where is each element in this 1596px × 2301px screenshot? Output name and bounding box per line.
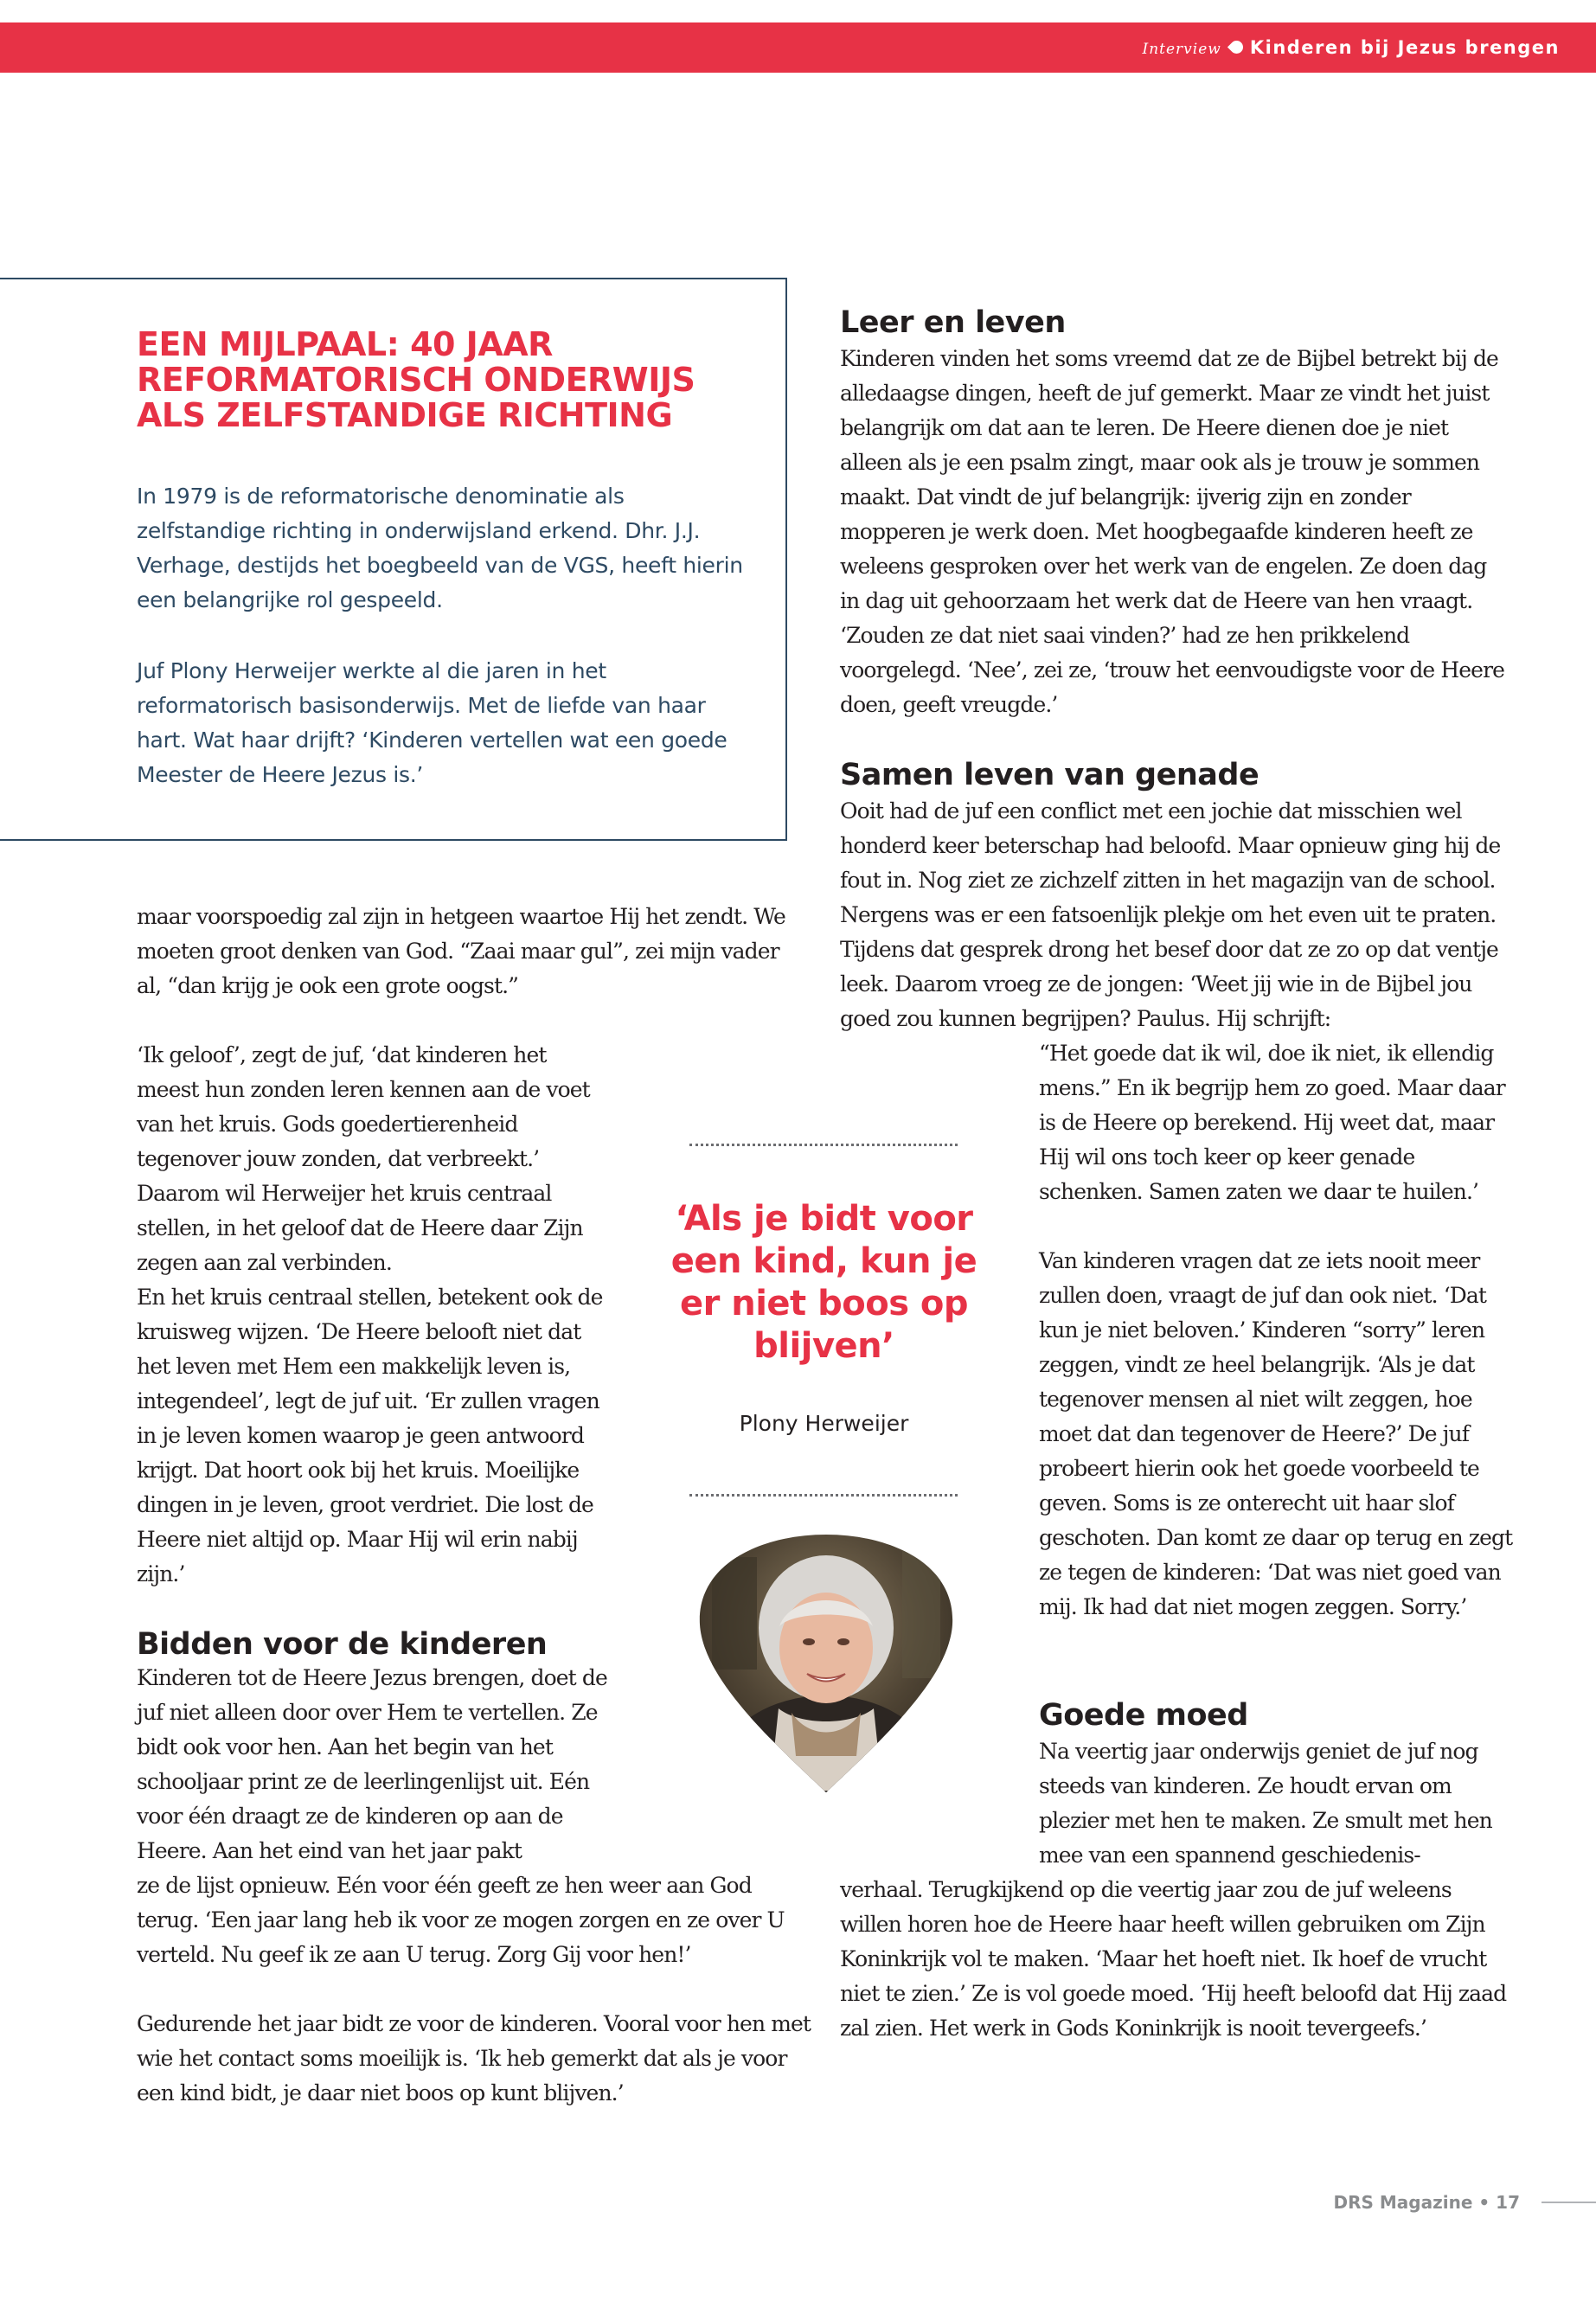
left-paragraph-3: En het kruis centraal stellen, betekent ook de kruisweg wijzen. ‘De Heere belooft niet dat het leven met Hem een makkelijk leven is, integendeel’, legt de juf uit. ‘Er zullen vragen in je leven komen waarop je geen antwoord krijgt. Dat hoort ook bij het kruis. Moeilijke dingen in je leven, groot verdriet. Die lost de Heere niet altijd op. Maar Hij wil erin nabij zijn.’ [137, 1285, 603, 1586]
left-paragraph-5: Gedurende het jaar bidt ze voor de kinderen. Vooral voor hen met wie het contact soms moeilijk is. ‘Ik heb gemerkt dat als je voor een kind bidt, je daar niet boos op kunt blijven.’ [137, 2011, 811, 2106]
header-breadcrumb [1143, 22, 1561, 73]
right-paragraph-2: Ooit had de juf een conflict met een jochie dat misschien wel honderd keer beterschap had beloofd. Maar opnieuw ging hij de fout in. Nog ziet ze zichzelf zitten in het magazijn van de school. Nergens was er een fatsoenlijk plekje om het even uit te praten. Tijdens dat gesprek drong het besef door dat ze zo op dat ventje leek. Daarom vroeg ze de jongen: ‘Weet jij wie in de Bijbel jou goed zou kunnen begrijpen? Paulus. Hij schrijft: [840, 798, 1501, 1031]
section-label: Interview [1142, 41, 1221, 58]
left-paragraph-4b: ze de lijst opnieuw. Eén voor één geeft ze hen weer aan God terug. ‘Een jaar lang heb ik voor ze mogen zorgen en ze over U verteld. Nu geef ik ze aan U terug. Zorg Gij voor hen!’ [137, 1873, 785, 1967]
heading-samen-leven: Samen leven van genade [840, 758, 1259, 792]
intro-paragraph-2: Juf Plony Herweijer werkte al die jaren in het reformatorisch basisonderwijs. Met de liefde van haar hart. Wat haar drijft? ‘Kinderen vertellen wat een goede Meester de Heere Jezus is.’ [137, 658, 727, 787]
speech-bubble-icon [1227, 37, 1246, 55]
right-paragraph-3: Van kinderen vragen dat ze iets nooit meer zullen doen, vraagt de juf dan ook niet. ‘Dat kun je niet beloven.’ Kinderen “sorry” leren zeggen, vindt ze heel belangrijk. ‘Als je dat tegenover mensen al niet wilt zeggen, hoe moet dat dan tegenover de Heere?’ De juf probeert hierin ook het goede voorbeeld te geven. Soms is ze onterecht uit haar slof geschoten. Dan komt ze daar op terug en zegt ze tegen de kinderen: ‘Dat was niet goed van mij. Ik had dat niet mogen zeggen. Sorry.’ [1039, 1248, 1513, 1619]
quote-author: Plony Herweijer [739, 1411, 909, 1436]
right-paragraph-4b: verhaal. Terugkijkend op die veertig jaar zou de juf weleens willen horen hoe de Heere haar heeft willen gebruiken om Zijn Koninkrijk vol te maken. ‘Maar het hoeft niet. Ik hoef de vrucht niet te zien.’ Ze is vol goede moed. ‘Hij heeft beloofd dat Hij zaad zal zien. Het werk in Gods Koninkrijk is nooit tevergeefs.’ [840, 1877, 1507, 2041]
left-paragraph-1: maar voorspoedig zal zijn in hetgeen waartoe Hij het zendt. We moeten groot denken van God. “Zaai maar gul”, zei mijn vader al, “dan krijg je ook een grote oogst.” [137, 904, 785, 998]
left-paragraph-2: ‘Ik geloof’, zegt de juf, ‘dat kinderen het meest hun zonden leren kennen aan de voet van het kruis. Gods goedertierenheid tegenover jouw zonden, dat verbreekt.’ Daarom wil Herweijer het kruis centraal stellen, in het geloof dat de Heere daar Zijn zegen aan zal verbinden. [137, 1042, 590, 1275]
quote-divider-top [689, 1144, 958, 1146]
footer-separator: • [1478, 2192, 1490, 2213]
heading-goede-moed: Goede moed [1039, 1698, 1248, 1733]
intro-title: EEN MIJLPAAL: 40 JAAR REFORMATORISCH ONDERWIJS ALS ZELFSTANDIGE RICHTING [137, 325, 695, 434]
header-bar [0, 22, 1596, 73]
heading-bidden: Bidden voor de kinderen [137, 1627, 548, 1662]
intro-paragraph-1: In 1979 is de reformatorische denominatie als zelfstandige richting in onderwijsland erkend. Dhr. J.J. Verhage, destijds het boegbeeld van de VGS, heeft hierin een belangrijke rol gespeeld. [137, 484, 743, 612]
left-paragraph-4: Kinderen tot de Heere Jezus brengen, doet de juf niet alleen door over Hem te vertellen. Ze bidt ook voor hen. Aan het begin van het schooljaar print ze de leerlingenlijst uit. Eén voor één draagt ze de kinderen op aan de Heere. Aan het eind van het jaar pakt [137, 1665, 607, 1863]
footer-rule [1542, 2202, 1596, 2203]
page-footer [1334, 2192, 1520, 2213]
quote-divider-bottom [689, 1494, 958, 1497]
article-title: Kinderen bij Jezus brengen [1249, 37, 1560, 58]
portrait-photo [696, 1531, 956, 1795]
magazine-name: DRS Magazine [1333, 2192, 1473, 2213]
right-paragraph-2b: “Het goede dat ik wil, doe ik niet, ik ellendig mens.” En ik begrijp hem zo goed. Maar daar is de Heere op berekend. Hij weet dat, maar Hij wil ons toch keer op keer genade schenken. Samen zaten we daar te huilen.’ [1039, 1041, 1505, 1204]
page-number: 17 [1496, 2192, 1520, 2213]
heading-leer-en-leven: Leer en leven [840, 305, 1066, 340]
pull-quote: ‘Als je bidt voor een kind, kun je er niet boos op blijven’ [670, 1199, 977, 1366]
right-paragraph-1: Kinderen vinden het soms vreemd dat ze de Bijbel betrekt bij de alledaagse dingen, heeft de juf gemerkt. Maar ze vindt het juist belangrijk om dat aan te leren. De Heere dienen doe je niet alleen als je een psalm zingt, maar ook als je trouw je sommen maakt. Dat vindt de juf belangrijk: ijverig zijn en zonder mopperen je werk doen. Met hoogbegaafde kinderen heeft ze weleens gesproken over het werk van de engelen. Ze doen dag in dag uit gehoorzaam het werk dat de Heere van hen vraagt. ‘Zouden ze dat niet saai vinden?’ had ze hen prikkelend voorgelegd. ‘Nee’, zei ze, ‘trouw het eenvoudigste voor de Heere doen, geeft vreugde.’ [840, 346, 1505, 717]
right-paragraph-4: Na veertig jaar onderwijs geniet de juf nog steeds van kinderen. Ze houdt ervan om plezier met hen te maken. Ze smult met hen mee van een spannend geschiedenis- [1039, 1739, 1492, 1868]
